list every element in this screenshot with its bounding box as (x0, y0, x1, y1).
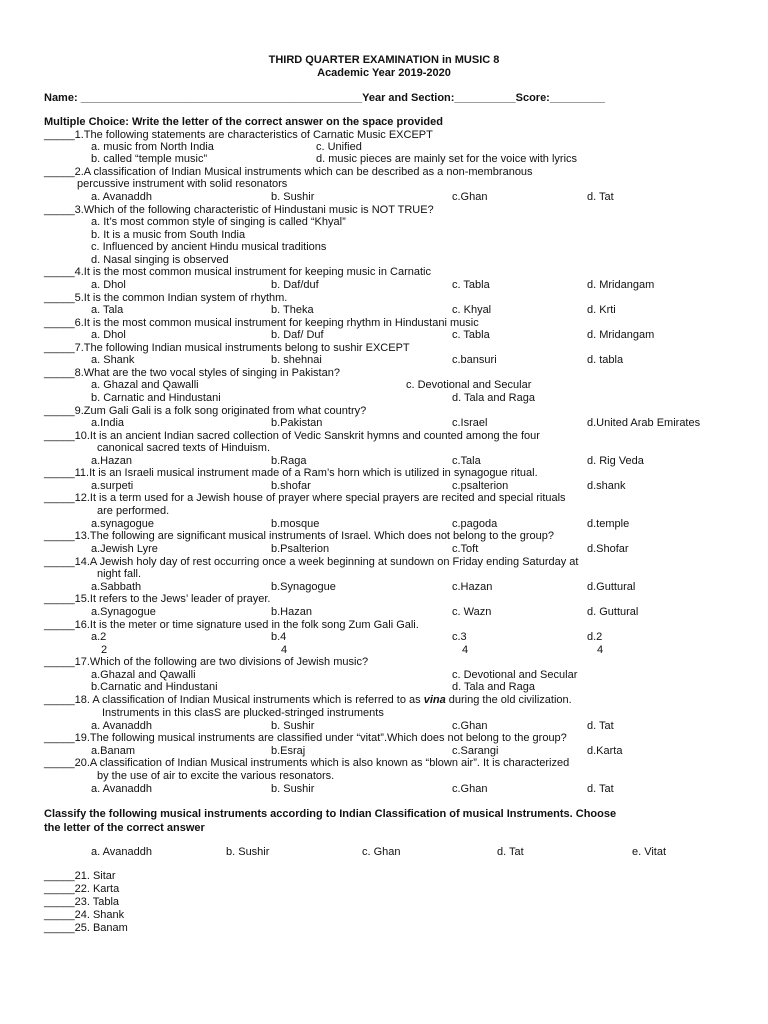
part2-instruction-line1: Classify the following musical instruments according to Indian Classification of musical Instruments. Choose (44, 808, 617, 820)
question-text: 19.The following musical instruments are classified under “vitat”.Which does not belong to the group? (74, 732, 567, 744)
part2-instruction-line2: the letter of the correct answer (44, 822, 205, 834)
question-text: b.shofar (271, 480, 311, 492)
option-d (587, 480, 626, 493)
question-text: 4.It is the most common musical instrument for keeping music in Carnatic (74, 266, 432, 278)
question-text: d. Guttural (587, 606, 639, 618)
answer-blank[interactable]: _____ (44, 367, 75, 379)
question-11 (44, 467, 538, 480)
question-text: 11.It is an Israeli musical instrument made of a Ram’s horn which is utilized in synagogue ritual. (74, 467, 538, 479)
question-text: c. Tabla (452, 279, 490, 291)
question-text: c.pagoda (452, 518, 498, 530)
question-text: b. shehnai (271, 354, 322, 366)
question-text: 13.The following are significant musical instruments of Israel. Which does not belong to the group? (74, 530, 554, 542)
option-b (271, 606, 312, 619)
option-b (91, 153, 207, 166)
option-c (91, 241, 326, 254)
option-d (587, 581, 635, 594)
question-text: 3.Which of the following characteristic of Hindustani music is NOT TRUE? (74, 204, 434, 216)
answer-blank[interactable]: _____ (44, 556, 75, 568)
option-c (452, 329, 490, 342)
question-text: a. Avanaddh (91, 191, 152, 203)
question-text: 10.It is an ancient Indian sacred collection of Vedic Sanskrit hymns and counted among the four (74, 430, 540, 442)
answer-blank[interactable]: _____ (44, 909, 75, 921)
question-text: c.psalterion (452, 480, 509, 492)
question-text: c.bansuri (452, 354, 497, 366)
question-text: by the use of air to excite the various resonators. (97, 770, 335, 782)
item-label: 22. Karta (74, 883, 120, 895)
name-blank: ______________________________________________ (80, 92, 363, 104)
option-a (91, 354, 134, 367)
answer-blank[interactable]: _____ (44, 530, 75, 542)
question-15 (44, 593, 270, 606)
answer-blank[interactable]: _____ (44, 405, 75, 417)
question-text: canonical sacred texts of Hinduism. (97, 442, 271, 454)
answer-blank[interactable]: _____ (44, 883, 75, 895)
question-text: a. music from North India (91, 141, 214, 153)
question-5 (44, 292, 287, 305)
option-c (452, 783, 487, 796)
question-text: d.United Arab Emirates (587, 417, 701, 429)
question-text: c. Devotional and Secular (452, 669, 578, 681)
question-text: c.Ghan (452, 191, 488, 203)
option-d (587, 455, 644, 468)
question-text: c. Wazn (452, 606, 492, 618)
question-continuation (97, 770, 334, 783)
option-b (271, 304, 314, 317)
option-b (271, 417, 322, 430)
question-13 (44, 530, 554, 543)
question-text: b. Sushir (271, 783, 315, 795)
option-b (271, 329, 324, 342)
question-text: c. Influenced by ancient Hindu musical traditions (91, 241, 327, 253)
question-text: c.Sarangi (452, 745, 499, 757)
score-label: Score: (515, 92, 550, 104)
option-c-denominator (462, 644, 468, 657)
question-text: b. Daf/duf (271, 279, 319, 291)
answer-blank[interactable]: _____ (44, 292, 75, 304)
option-d (587, 543, 629, 556)
question-text: a.Ghazal and Qawalli (91, 669, 196, 681)
option-a (91, 606, 156, 619)
choice-b: b. Sushir (226, 846, 270, 858)
choice-d: d. Tat (497, 846, 524, 858)
question-text: 6.It is the most common musical instrument for keeping rhythm in Hindustani music (74, 317, 479, 329)
question-text: 9.Zum Gali Gali is a folk song originated from what country? (74, 405, 367, 417)
option-c (452, 304, 491, 317)
question-text: d.temple (587, 518, 630, 530)
question-text: d. tabla (587, 354, 624, 366)
answer-blank[interactable]: _____ (44, 467, 75, 479)
question-text: a. Avanaddh (91, 720, 152, 732)
question-text: a.Hazan (91, 455, 132, 467)
question-text: b. called “temple music” (91, 153, 208, 165)
answer-blank[interactable]: _____ (44, 922, 75, 934)
item-label: 23. Tabla (74, 896, 120, 908)
choice-e: e. Vitat (632, 846, 667, 858)
question-text: 4 (462, 644, 469, 656)
option-b (271, 354, 322, 367)
question-text: 18. A classification of Indian Musical instruments which is referred to as (74, 694, 424, 706)
answer-blank[interactable]: _____ (44, 757, 75, 769)
question-text: b. Sushir (271, 720, 315, 732)
question-text: a. Dhol (91, 279, 126, 291)
question-text: a.Jewish Lyre (91, 543, 158, 555)
question-text: b.4 (271, 631, 287, 643)
question-text: a.synagogue (91, 518, 154, 530)
item-24 (44, 909, 124, 922)
option-c (452, 191, 487, 204)
option-d (587, 518, 629, 531)
question-text: 20.A classification of Indian Musical instruments which is also known as “blown air”. It is characterized (74, 757, 570, 769)
option-d (452, 392, 535, 405)
question-text: a. Dhol (91, 329, 126, 341)
question-text: d. Tat (587, 720, 614, 732)
option-d (587, 329, 654, 342)
year-section-blank: __________ (454, 92, 516, 104)
question-text: d. Tala and Raga (452, 681, 535, 693)
question-text: b.Carnatic and Hindustani (91, 681, 218, 693)
question-text: b.mosque (271, 518, 320, 530)
option-d (587, 304, 616, 317)
option-d (316, 153, 577, 166)
question-text: a.Banam (91, 745, 136, 757)
question-continuation (97, 442, 270, 455)
option-c (452, 354, 497, 367)
question-17 (44, 656, 368, 669)
question-19 (44, 732, 567, 745)
question-text: percussive instrument with solid resonators (77, 178, 288, 190)
question-text: d. music pieces are mainly set for the voice with lyrics (316, 153, 578, 165)
question-text: b. Daf/ Duf (271, 329, 324, 341)
question-text: d. Tat (587, 783, 614, 795)
question-text: c.Tala (452, 455, 481, 467)
option-b (91, 392, 221, 405)
emphasis-vina: vina (423, 694, 446, 706)
option-d (587, 783, 614, 796)
option-d (587, 191, 614, 204)
question-18 (44, 694, 572, 707)
question-12 (44, 492, 566, 505)
question-text: b. Carnatic and Hindustani (91, 392, 221, 404)
question-text: c.Ghan (452, 783, 488, 795)
question-text: a.2 (91, 631, 107, 643)
name-row (44, 92, 605, 105)
question-text: d. Mridangam (587, 329, 655, 341)
answer-blank[interactable]: _____ (44, 656, 75, 668)
name-label: Name: (44, 92, 78, 104)
option-c (406, 379, 531, 392)
question-text: b.Psalterion (271, 543, 330, 555)
question-text: 2.A classification of Indian Musical instruments which can be described as a non-membranous (74, 166, 533, 178)
answer-blank[interactable]: _____ (44, 896, 75, 908)
year-section-label: Year and Section: (362, 92, 455, 104)
question-text: b. Theka (271, 304, 314, 316)
question-text: 16.It is the meter or time signature used in the folk song Zum Gali Gali. (74, 619, 419, 631)
question-text: a. It’s most common style of singing is called “Khyal” (91, 216, 346, 228)
question-text: c. Devotional and Secular (406, 379, 532, 391)
question-text: c.Israel (452, 417, 488, 429)
question-text: b.Hazan (271, 606, 312, 618)
question-text: 12.It is a term used for a Jewish house of prayer where special prayers are recited and special rituals (74, 492, 566, 504)
answer-blank[interactable]: _____ (44, 342, 75, 354)
question-text: 4 (597, 644, 604, 656)
question-text: a. Avanaddh (91, 783, 152, 795)
question-text: d. Tat (587, 191, 614, 203)
question-text: d.Karta (587, 745, 623, 757)
item-23 (44, 896, 119, 909)
answer-blank[interactable]: _____ (44, 732, 75, 744)
option-a (91, 379, 199, 392)
question-text: d. Tala and Raga (452, 392, 535, 404)
question-text: are performed. (97, 505, 170, 517)
option-c (452, 581, 492, 594)
answer-blank[interactable]: _____ (44, 492, 75, 504)
question-text: b.Esraj (271, 745, 306, 757)
item-25 (44, 922, 128, 935)
question-text: 7.The following Indian musical instruments belong to sushir EXCEPT (74, 342, 410, 354)
question-text: 15.It refers to the Jews’ leader of prayer. (74, 593, 271, 605)
answer-blank[interactable]: _____ (44, 619, 75, 631)
question-text: a.surpeti (91, 480, 134, 492)
exam-title: THIRD QUARTER EXAMINATION in MUSIC 8 (268, 54, 500, 66)
question-text: d. Rig Veda (587, 455, 644, 467)
question-text: a. Ghazal and Qawalli (91, 379, 199, 391)
item-label: 24. Shank (74, 909, 125, 921)
question-text: d.2 (587, 631, 603, 643)
question-text: a.Synagogue (91, 606, 156, 618)
question-text: c.Toft (452, 543, 479, 555)
choice-c: c. Ghan (362, 846, 401, 858)
question-text: c.Hazan (452, 581, 493, 593)
answer-blank[interactable]: _____ (44, 166, 75, 178)
option-c (452, 417, 487, 430)
question-text: c.Ghan (452, 720, 488, 732)
question-text: a.India (91, 417, 125, 429)
option-b (271, 783, 314, 796)
score-blank: _________ (549, 92, 605, 104)
option-a (91, 543, 158, 556)
question-text: during the old civilization. (445, 694, 572, 706)
question-text: c.3 (452, 631, 467, 643)
question-20 (44, 757, 569, 770)
option-d (587, 279, 654, 292)
option-d (587, 354, 623, 367)
answer-blank[interactable]: _____ (44, 870, 75, 882)
option-a (91, 417, 124, 430)
question-text: d.Shofar (587, 543, 629, 555)
question-text: night fall. (97, 568, 142, 580)
option-c (452, 543, 478, 556)
question-continuation (97, 505, 169, 518)
question-text: b.Raga (271, 455, 307, 467)
option-a (91, 783, 152, 796)
option-d (587, 417, 700, 430)
answer-blank[interactable]: _____ (44, 430, 75, 442)
question-text: 14.A Jewish holy day of rest occurring once a week beginning at sundown on Friday ending Saturday at (74, 556, 579, 568)
question-text: Instruments in this clasS are plucked-stringed instruments (102, 707, 384, 719)
option-a (91, 329, 126, 342)
option-d-denominator (597, 644, 603, 657)
question-text: 1.The following statements are characteristics of Carnatic Music EXCEPT (74, 129, 433, 141)
question-text: d. Krti (587, 304, 616, 316)
question-text: b. Sushir (271, 191, 315, 203)
option-b (271, 191, 314, 204)
option-a (91, 216, 346, 229)
option-d (452, 681, 535, 694)
option-d (587, 720, 614, 733)
option-c (452, 631, 467, 644)
answer-blank[interactable]: _____ (44, 129, 75, 141)
option-b (271, 581, 336, 594)
answer-blank[interactable]: _____ (44, 266, 75, 278)
question-text: b.Pakistan (271, 417, 323, 429)
question-text: 8.What are the two vocal styles of singing in Pakistan? (74, 367, 340, 379)
option-c (452, 606, 491, 619)
question-text: d. Nasal singing is observed (91, 254, 229, 266)
question-text: a.Sabbath (91, 581, 142, 593)
question-continuation (102, 707, 384, 720)
answer-blank[interactable]: _____ (44, 593, 75, 605)
option-b (271, 279, 319, 292)
question-text: a. Tala (91, 304, 124, 316)
item-label: 25. Banam (74, 922, 128, 934)
answer-blank[interactable]: _____ (44, 694, 75, 706)
question-text: b.Synagogue (271, 581, 336, 593)
question-text: b. It is a music from South India (91, 229, 246, 241)
question-continuation (77, 178, 287, 191)
question-text: c. Tabla (452, 329, 490, 341)
question-text: 5.It is the common Indian system of rhythm. (74, 292, 288, 304)
option-b (271, 543, 329, 556)
option-a (91, 304, 123, 317)
option-d (587, 745, 622, 758)
answer-blank[interactable]: _____ (44, 317, 75, 329)
question-text: 17.Which of the following are two divisions of Jewish music? (74, 656, 369, 668)
question-text: d. Mridangam (587, 279, 655, 291)
question-text: 4 (281, 644, 288, 656)
question-4 (44, 266, 431, 279)
question-text: a. Shank (91, 354, 135, 366)
question-text: 2 (101, 644, 108, 656)
option-d (587, 606, 638, 619)
question-continuation (97, 568, 141, 581)
part1-instruction: Multiple Choice: Write the letter of the correct answer on the space provided (44, 116, 443, 128)
option-b (91, 681, 218, 694)
item-label: 21. Sitar (74, 870, 116, 882)
choice-a: a. Avanaddh (91, 846, 152, 858)
item-21 (44, 870, 116, 883)
option-d (587, 631, 602, 644)
answer-blank[interactable]: _____ (44, 204, 75, 216)
question-text: c. Khyal (452, 304, 492, 316)
option-c (452, 279, 490, 292)
academic-year: Academic Year 2019-2020 (317, 67, 451, 79)
question-text: d.Guttural (587, 581, 636, 593)
option-a (91, 631, 106, 644)
option-b (271, 631, 286, 644)
question-text: d.shank (587, 480, 626, 492)
option-a (91, 279, 126, 292)
question-text: c. Unified (316, 141, 362, 153)
item-22 (44, 883, 119, 896)
option-a (91, 191, 152, 204)
